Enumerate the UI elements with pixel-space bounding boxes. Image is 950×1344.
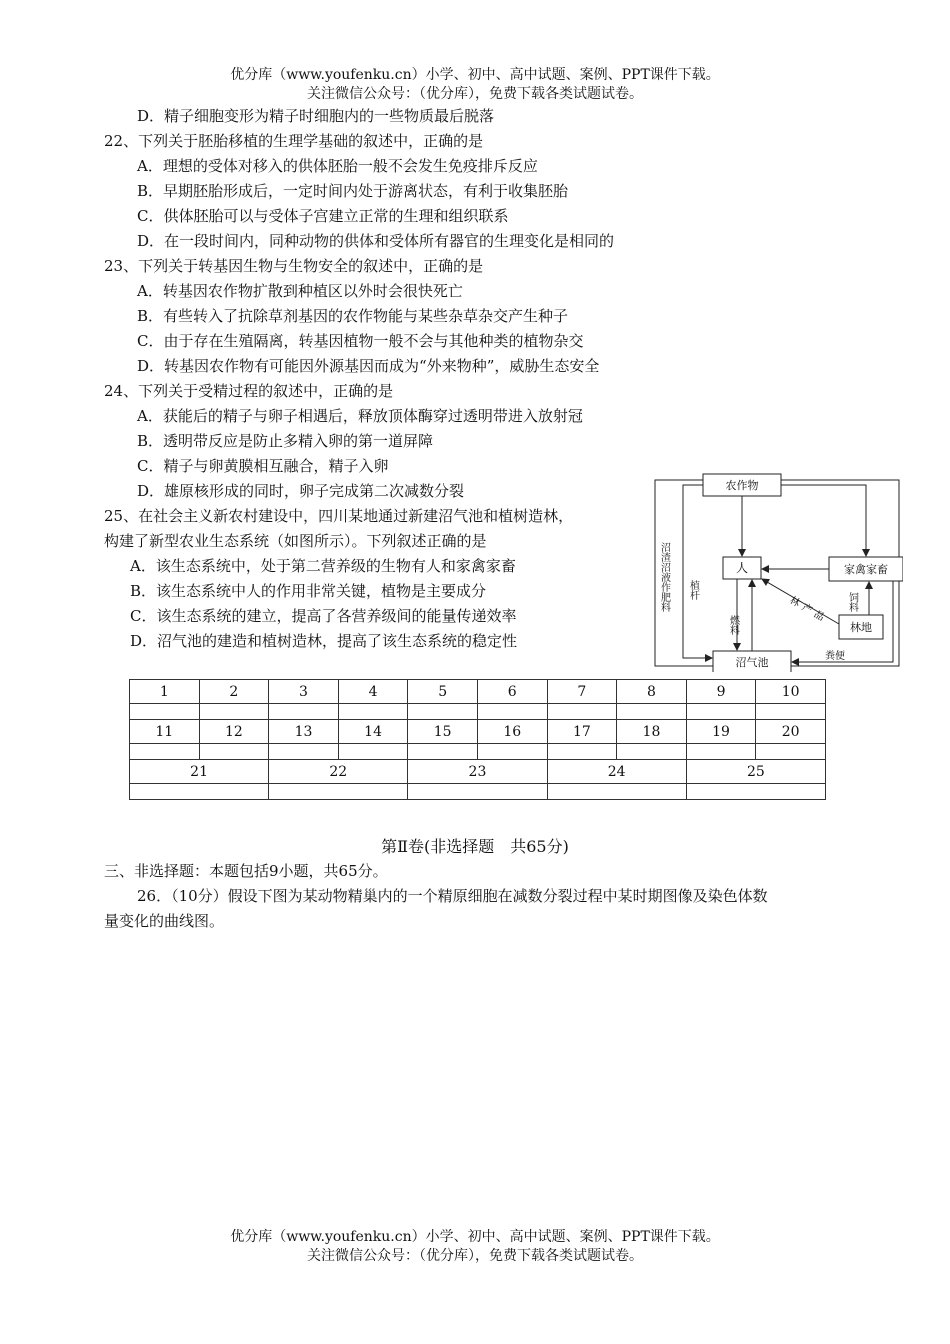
q22-option-a: A．理想的受体对移入的供体胚胎一般不会发生免疫排斥反应: [137, 157, 538, 175]
label-forest-products: 林产品: [787, 595, 830, 626]
table-cell: 2: [199, 680, 269, 704]
answer-cell[interactable]: [130, 704, 200, 720]
label-feed: 饲料: [846, 592, 858, 612]
answer-cell[interactable]: [547, 784, 686, 800]
answer-cell[interactable]: [477, 744, 547, 760]
q23-option-c: C．由于存在生殖隔离，转基因植物一般不会与其他种类的植物杂交: [137, 332, 584, 350]
table-cell: 23: [408, 760, 547, 784]
table-cell: 25: [686, 760, 825, 784]
answer-cell[interactable]: [408, 784, 547, 800]
label-straw: 植杆: [687, 580, 699, 600]
table-cell: 12: [199, 720, 269, 744]
q25-option-b: B．该生态系统中人的作用非常关键，植物是主要成分: [130, 582, 487, 600]
table-cell: 10: [756, 680, 826, 704]
q22-stem: 22、下列关于胚胎移植的生理学基础的叙述中，正确的是: [104, 132, 484, 150]
q23-stem: 23、下列关于转基因生物与生物安全的叙述中，正确的是: [104, 257, 484, 275]
answer-cell[interactable]: [269, 704, 339, 720]
q25-stem-line-1: 25、在社会主义新农村建设中，四川某地通过新建沼气池和植树造林，: [104, 507, 574, 525]
table-cell: 11: [130, 720, 200, 744]
answer-cell[interactable]: [686, 784, 825, 800]
q24-option-c: C．精子与卵黄膜相互融合，精子入卵: [137, 457, 389, 475]
table-cell: 16: [477, 720, 547, 744]
q24-stem: 24、下列关于受精过程的叙述中，正确的是: [104, 382, 394, 400]
label-crops: 农作物: [725, 479, 759, 492]
table-cell: 19: [686, 720, 756, 744]
q23-option-a: A．转基因农作物扩散到种植区以外时会很快死亡: [137, 282, 463, 300]
answer-cell[interactable]: [686, 744, 756, 760]
table-cell: 4: [338, 680, 408, 704]
q25-option-c: C．该生态系统的建立，提高了各营养级间的能量传递效率: [130, 607, 517, 625]
label-livestock: 家禽家畜: [844, 563, 888, 576]
answer-cell[interactable]: [269, 784, 408, 800]
q22-option-b: B．早期胚胎形成后，一定时间内处于游离状态，有利于收集胚胎: [137, 182, 569, 200]
table-cell: 15: [408, 720, 478, 744]
label-forest: 林地: [850, 621, 872, 634]
answer-cell[interactable]: [547, 744, 617, 760]
answer-cell[interactable]: [547, 704, 617, 720]
q21-option-d: D．精子细胞变形为精子时细胞内的一些物质最后脱落: [137, 107, 495, 125]
answer-cell[interactable]: [408, 744, 478, 760]
label-fuel: 燃料: [727, 615, 739, 635]
table-cell: 3: [269, 680, 339, 704]
label-biogas-residue: 沼渣沼液作肥料: [658, 542, 670, 612]
answer-cell[interactable]: [130, 784, 269, 800]
table-cell: 14: [338, 720, 408, 744]
answer-cell[interactable]: [756, 744, 826, 760]
answer-cell[interactable]: [338, 744, 408, 760]
table-cell: 22: [269, 760, 408, 784]
answer-cell[interactable]: [756, 704, 826, 720]
footer-line-1: 优分库（www.youfenku.cn）小学、初中、高中试题、案例、PPT课件下载。: [230, 1229, 720, 1245]
label-manure: 粪便: [825, 651, 845, 662]
answer-cell[interactable]: [130, 744, 200, 760]
answer-cell[interactable]: [199, 704, 269, 720]
answer-cell[interactable]: [617, 744, 687, 760]
label-biogas: 沼气池: [735, 656, 769, 669]
table-cell: 24: [547, 760, 686, 784]
answer-table: [129, 679, 826, 800]
table-cell: 9: [686, 680, 756, 704]
table-cell: 1: [130, 680, 200, 704]
q24-option-d: D．雄原核形成的同时，卵子完成第二次减数分裂: [137, 482, 465, 500]
answer-cell[interactable]: [477, 704, 547, 720]
answer-cell[interactable]: [408, 704, 478, 720]
table-cell: 13: [269, 720, 339, 744]
header-line-1: 优分库（www.youfenku.cn）小学、初中、高中试题、案例、PPT课件下载。: [230, 67, 720, 83]
table-cell: 6: [477, 680, 547, 704]
footer-line-2: 关注微信公众号：（优分库），免费下载各类试题试卷。: [307, 1248, 643, 1264]
table-cell: 5: [408, 680, 478, 704]
answer-cell[interactable]: [269, 744, 339, 760]
label-person: 人: [735, 561, 749, 575]
q25-stem-line-2: 构建了新型农业生态系统（如图所示）。下列叙述正确的是: [104, 532, 487, 550]
q22-option-c: C．供体胚胎可以与受体子宫建立正常的生理和组织联系: [137, 207, 509, 225]
q24-option-a: A．获能后的精子与卵子相遇后，释放顶体酶穿过透明带进入放射冠: [137, 407, 583, 425]
q26-line-1: 26．（10分）假设下图为某动物精巢内的一个精原细胞在减数分裂过程中某时期图像及染色体数: [137, 887, 768, 905]
q22-option-d: D．在一段时间内，同种动物的供体和受体所有器官的生理变化是相同的: [137, 232, 615, 250]
answer-cell[interactable]: [199, 744, 269, 760]
q25-option-a: A．该生态系统中，处于第二营养级的生物有人和家禽家畜: [130, 557, 516, 575]
table-cell: 8: [617, 680, 687, 704]
table-cell: 20: [756, 720, 826, 744]
q25-option-d: D．沼气池的建造和植树造林，提高了该生态系统的稳定性: [130, 632, 518, 650]
answer-cell[interactable]: [338, 704, 408, 720]
ecosystem-diagram: [653, 472, 903, 672]
q26-line-2: 量变化的曲线图。: [104, 912, 225, 930]
table-cell: 17: [547, 720, 617, 744]
header-line-2: 关注微信公众号：（优分库），免费下载各类试题试卷。: [307, 86, 643, 102]
q24-option-b: B．透明带反应是防止多精入卵的第一道屏障: [137, 432, 434, 450]
answer-cell[interactable]: [686, 704, 756, 720]
answer-cell[interactable]: [617, 704, 687, 720]
q23-option-d: D．转基因农作物有可能因外源基因而成为“外来物种”，威胁生态安全: [137, 357, 600, 375]
part2-section: 三、非选择题：本题包括9小题，共65分。: [104, 862, 388, 880]
table-cell: 7: [547, 680, 617, 704]
part2-title: 第Ⅱ卷(非选择题 共65分): [381, 837, 569, 856]
table-cell: 21: [130, 760, 269, 784]
q23-option-b: B．有些转入了抗除草剂基因的农作物能与某些杂草杂交产生种子: [137, 307, 569, 325]
table-cell: 18: [617, 720, 687, 744]
